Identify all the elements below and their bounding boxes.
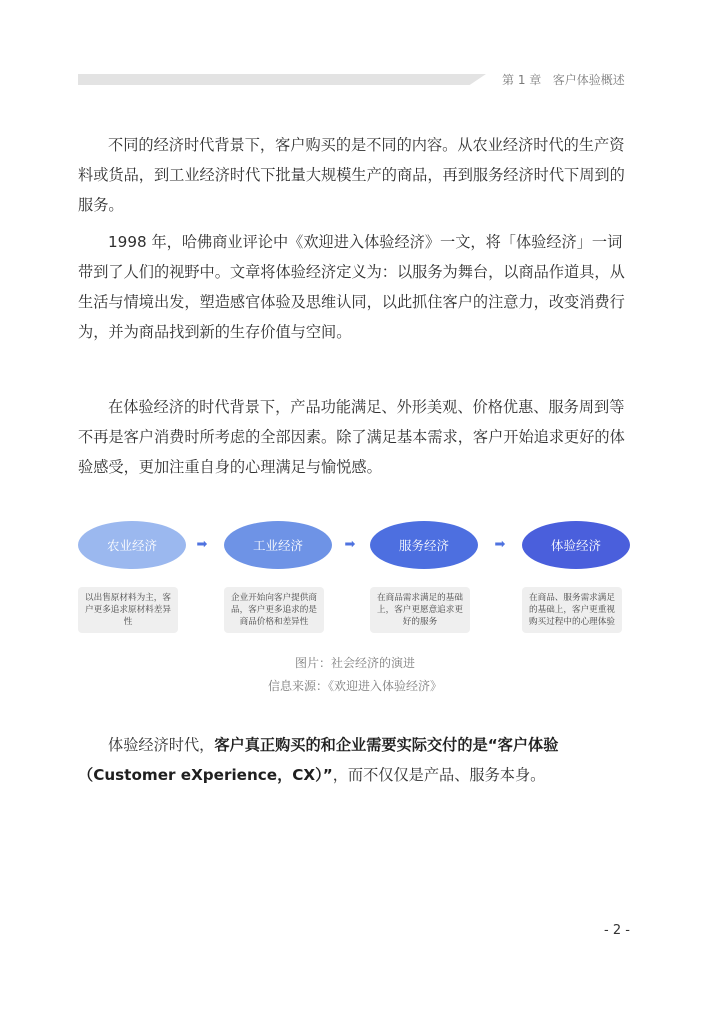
figure-source: 信息来源：《欢迎进入体验经济》: [267, 679, 442, 693]
figure-caption: 图片：社会经济的演进: [294, 656, 415, 670]
stage-agricultural: 农业经济: [78, 521, 186, 569]
stage-service: 服务经济: [370, 521, 478, 569]
paragraph-experience-economy-origin: 1998 年，哈佛商业评论中《欢迎进入体验经济》一文，将「体验经济」一词带到了人们的视野中。文章将体验经济定义为：以服务为舞台，以商品作道具，从生活与情境出发，塑造感官体验及思维认同，以此抓住客户的注意力，改变消费行为，并为商品找到新的生存价值与空间。: [78, 233, 625, 341]
stage-note-experience: 在商品、服务需求满足的基础上，客户更重视购买过程中的心理体验: [522, 587, 622, 633]
p4-tail: ，而不仅仅是产品、服务本身。: [332, 766, 546, 784]
header-bar: [78, 74, 486, 85]
p4-lead: 体验经济时代，: [108, 736, 215, 754]
stage-experience: 体验经济: [522, 521, 630, 569]
arrow-right-icon: ➡: [494, 537, 506, 552]
stage-industrial: 工业经济: [224, 521, 332, 569]
arrow-right-icon: ➡: [344, 537, 356, 552]
stage-note-service: 在商品需求满足的基础上，客户更愿意追求更好的服务: [370, 587, 470, 633]
stage-note-industrial: 企业开始向客户提供商品，客户更多追求的是商品价格和差异性: [224, 587, 324, 633]
paragraph-economic-eras: 不同的经济时代背景下，客户购买的是不同的内容。从农业经济时代的生产资料或货品，到工业经济时代下批量大规模生产的商品，再到服务经济时代下周到的服务。: [78, 136, 625, 214]
page-number: - 2 -: [604, 923, 630, 938]
arrow-right-icon: ➡: [196, 537, 208, 552]
stage-note-agricultural: 以出售原材料为主，客户更多追求原材料差异性: [78, 587, 178, 633]
paragraph-customer-experience: [78, 730, 634, 790]
p4-bold-statement: 客户真正购买的和企业需要实际交付的是“客户体验（Customer eXperience，CX）”: [78, 736, 559, 784]
paragraph-consumer-factors: 在体验经济的时代背景下，产品功能满足、外形美观、价格优惠、服务周到等不再是客户消费时所考虑的全部因素。除了满足基本需求，客户开始追求更好的体验感受，更加注重自身的心理满足与愉悦感。: [78, 398, 625, 476]
chapter-header: 第 1 章 客户体验概述: [502, 73, 625, 87]
